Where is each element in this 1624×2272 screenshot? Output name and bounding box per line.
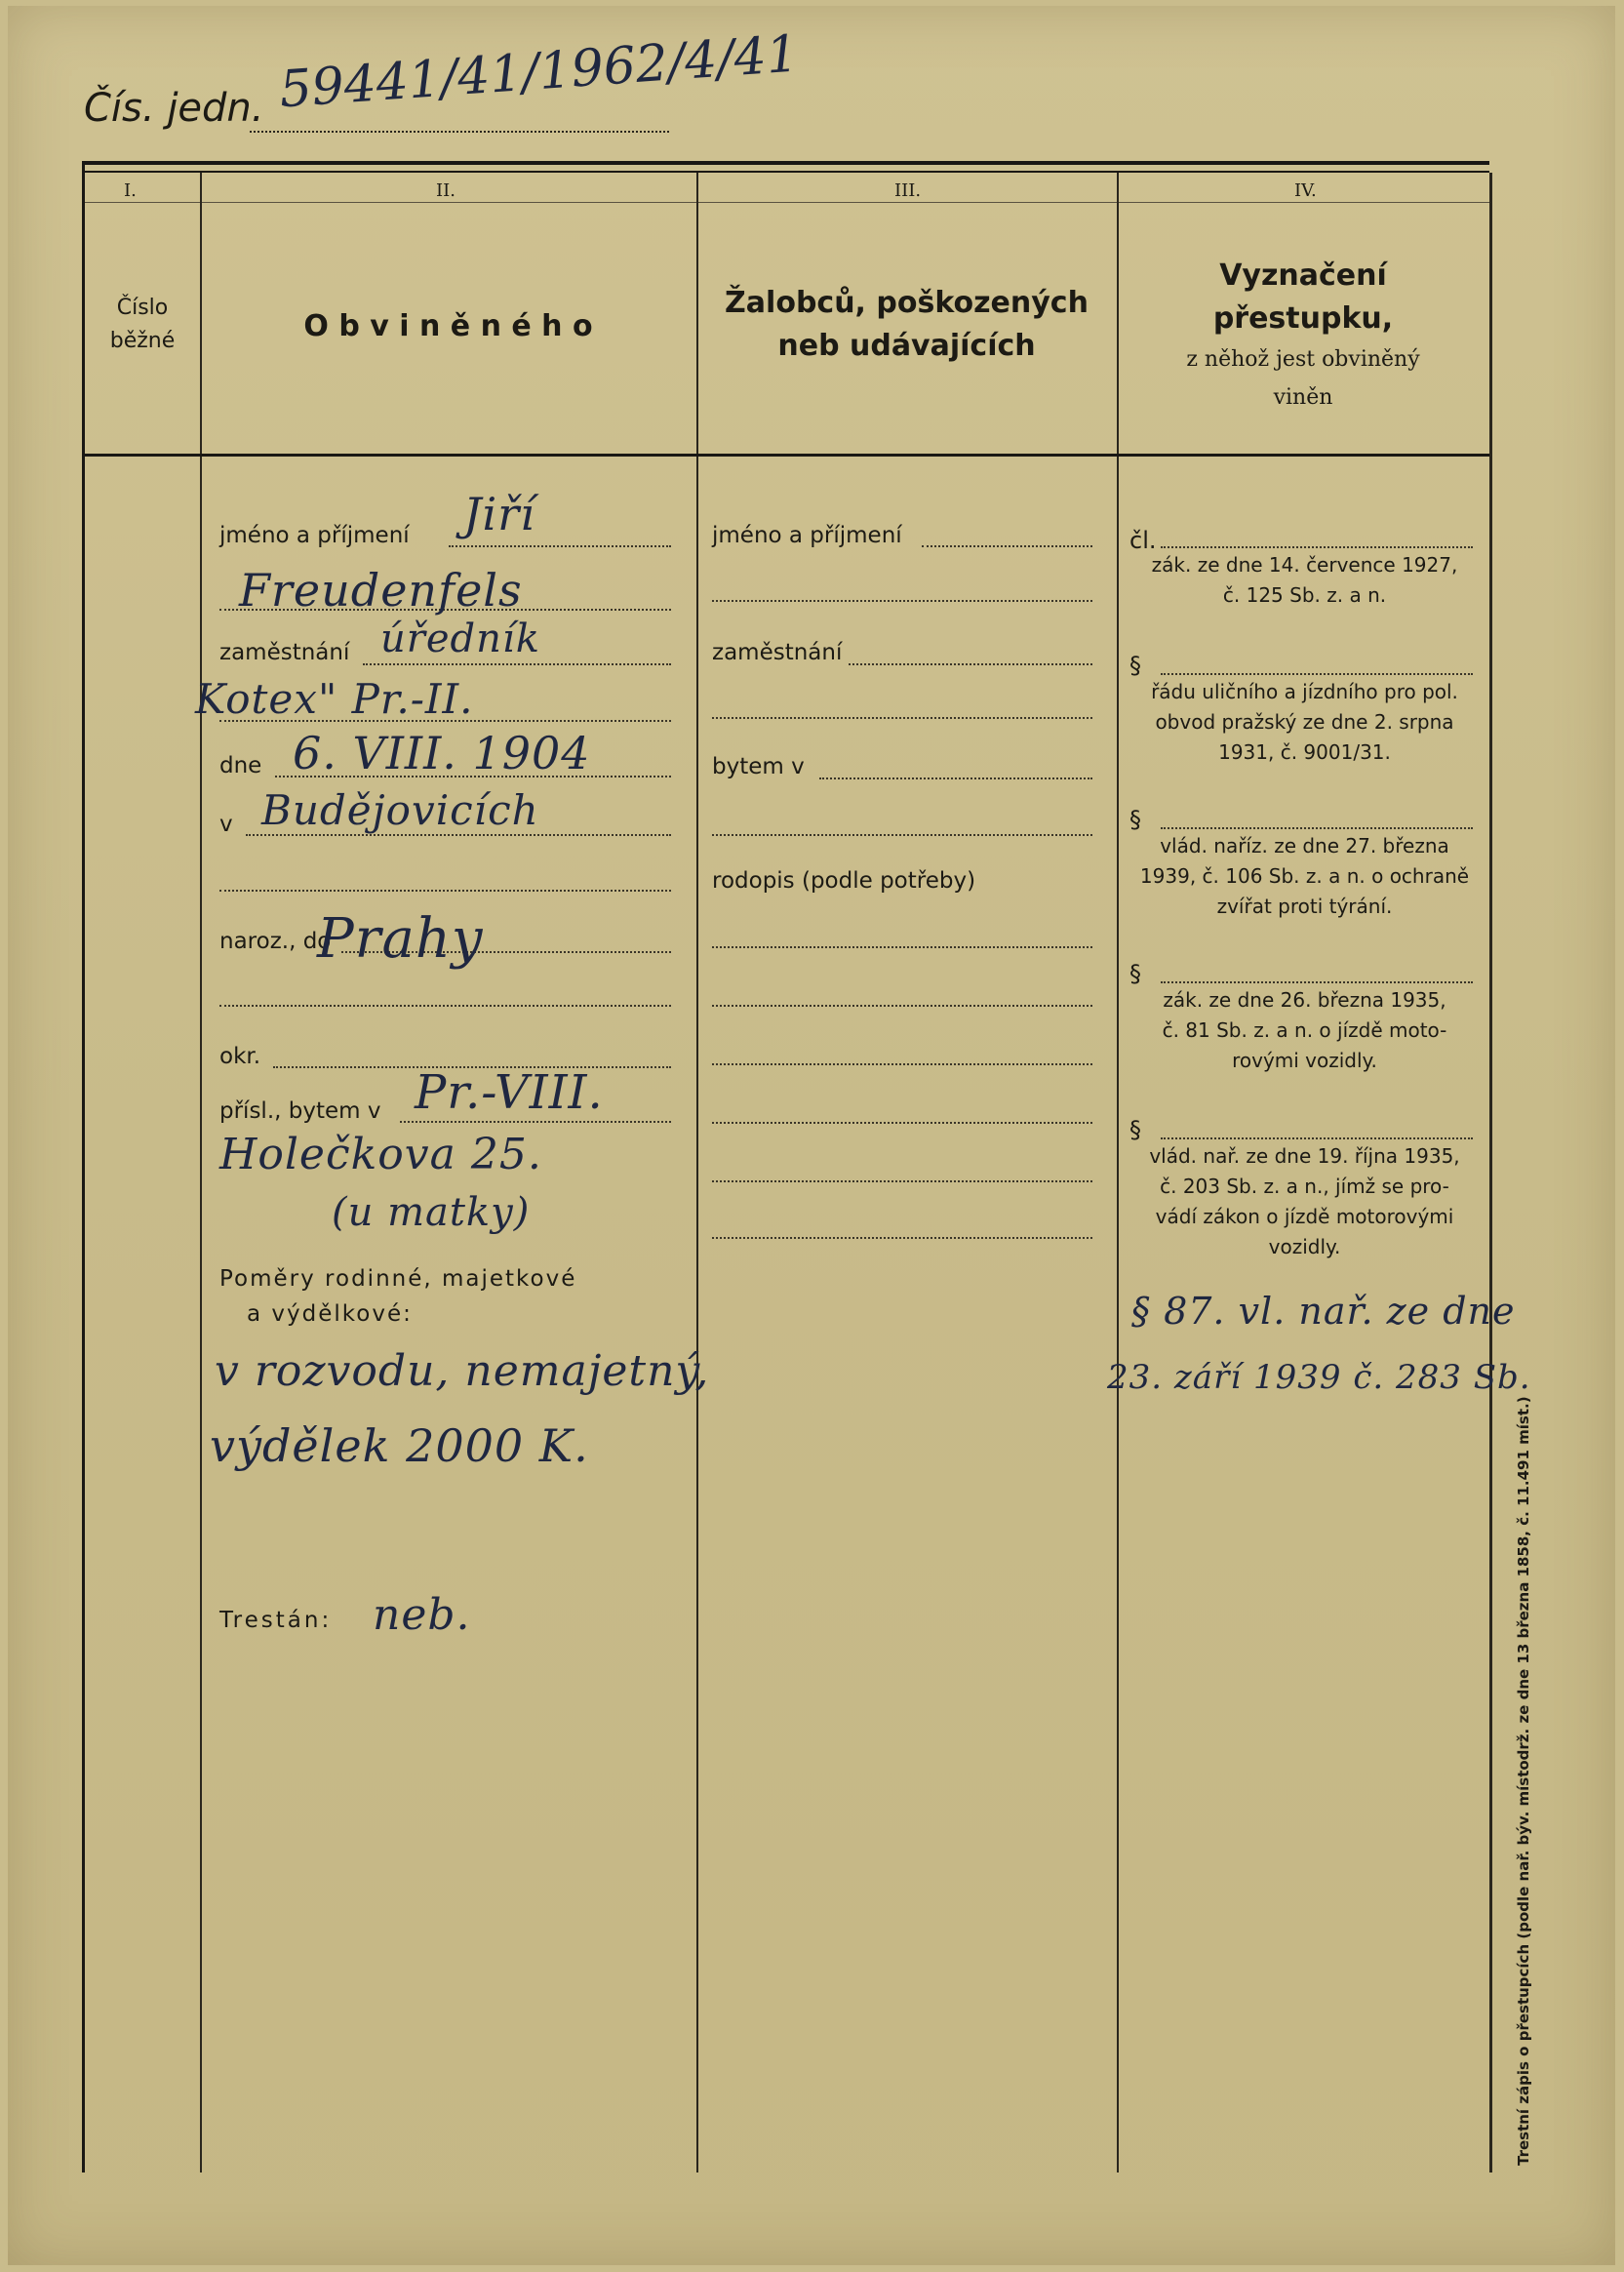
offence-5-line-1: vlád. nař. ze dne 19. října 1935,: [1149, 1144, 1460, 1168]
accused-born-label: naroz., do: [219, 929, 332, 954]
column-header-4-line1: Vyznačení: [1219, 259, 1387, 293]
accused-place-label: v: [219, 812, 233, 837]
column-header-1-line1: Číslo: [116, 296, 169, 320]
accused-punished-handwritten: neb.: [373, 1590, 471, 1640]
accused-occupation-label: zaměstnání: [219, 640, 350, 665]
accused-occupation-line: [363, 663, 671, 665]
accused-name-handwritten-2: Freudenfels: [239, 564, 523, 617]
column-header-2: O b v i n ě n é h o: [303, 309, 593, 343]
plaintiff-name-label: jméno a příjmení: [712, 523, 902, 548]
reference-handwritten: 59441/41/1962/4/41: [277, 24, 801, 120]
accused-occupation-handwritten-1: úředník: [380, 617, 540, 661]
offence-5-line-4: vozidly.: [1268, 1235, 1341, 1258]
column-divider-1: [200, 173, 202, 2172]
offence-3-line: [1161, 827, 1473, 829]
offence-handwritten-2: 23. září 1939 č. 283 Sb.: [1107, 1358, 1531, 1397]
offence-2-line: [1161, 673, 1473, 675]
offence-5-line-2: č. 203 Sb. z. a n., jímž se pro-: [1160, 1175, 1449, 1198]
plaintiff-bio-line-5: [712, 1180, 1092, 1182]
offence-4-line-3: rovými vozidly.: [1232, 1049, 1377, 1072]
column-roman-1: I.: [124, 180, 137, 201]
plaintiff-residence-label: bytem v: [712, 754, 805, 779]
offence-3-sign: §: [1129, 806, 1141, 833]
offence-1-line-2: č. 125 Sb. z. a n.: [1222, 583, 1387, 607]
plaintiff-occupation-line-2: [712, 717, 1092, 719]
accused-born-line-2: [219, 1005, 671, 1007]
accused-date-label: dne: [219, 753, 262, 778]
plaintiff-occupation-line: [849, 663, 1092, 665]
reference-number: [84, 24, 801, 144]
offence-2-line-1: řádu uličního a jízdního pro pol.: [1151, 680, 1458, 703]
accused-residence-handwritten-3: (u matky): [332, 1190, 531, 1235]
offence-1-line: [1161, 546, 1473, 548]
column-roman-4: IV.: [1294, 180, 1317, 201]
accused-family-label-2: a výdělkové:: [247, 1301, 413, 1327]
plaintiff-name-line-2: [712, 600, 1092, 602]
accused-name-line: [449, 545, 671, 547]
column-header-4: [1117, 255, 1489, 415]
roman-row-rule: [85, 202, 1489, 203]
header-bottom-rule: [85, 454, 1489, 457]
column-header-4-line2: přestupku,: [1212, 300, 1394, 336]
column-header-3: [696, 282, 1117, 367]
table-inner-top-rule: [85, 171, 1489, 173]
column-roman-3: III.: [894, 180, 922, 201]
offence-1-line-1: zák. ze dne 14. července 1927,: [1151, 553, 1458, 577]
column-divider-2: [696, 173, 698, 2172]
accused-family-label-1: Poměry rodinné, majetkové: [219, 1266, 577, 1292]
offence-1-text: [1131, 550, 1478, 611]
plaintiff-bio-line-4: [712, 1122, 1092, 1124]
offence-5-text: [1131, 1141, 1478, 1262]
plaintiff-residence-line-2: [712, 834, 1092, 836]
offence-4-text: [1131, 985, 1478, 1076]
offence-2-text: [1131, 677, 1478, 768]
plaintiff-bio-line-3: [712, 1063, 1092, 1065]
accused-name-label: jméno a příjmení: [219, 523, 410, 548]
offence-4-line: [1161, 981, 1473, 983]
reference-label: Čís. jedn.: [84, 86, 264, 131]
column-header-1-line2: běžné: [109, 329, 176, 354]
plaintiff-name-line: [922, 545, 1092, 547]
accused-born-handwritten: Prahy: [317, 907, 484, 971]
accused-residence-handwritten-2: Holečkova 25.: [219, 1130, 542, 1179]
offence-4-line-1: zák. ze dne 26. března 1935,: [1163, 988, 1446, 1012]
plaintiff-occupation-label: zaměstnání: [712, 640, 843, 665]
column-header-4-line4: viněn: [1273, 384, 1333, 410]
offence-5-line: [1161, 1137, 1473, 1139]
accused-family-handwritten-2: výdělek 2000 K.: [210, 1419, 589, 1472]
offence-4-sign: §: [1129, 960, 1141, 987]
accused-residence-line: [400, 1121, 671, 1123]
reference-dotted-line: [250, 131, 669, 133]
accused-punished-label: Trestán:: [219, 1608, 333, 1633]
accused-residence-handwritten-1: Pr.-VIII.: [415, 1065, 604, 1120]
plaintiff-residence-line: [819, 777, 1092, 779]
accused-place-line: [246, 834, 671, 836]
column-header-1: [85, 292, 200, 358]
offence-3-line-3: zvířat proti týrání.: [1216, 895, 1393, 918]
accused-family-handwritten-1: v rozvodu, nemajetný,: [215, 1346, 710, 1396]
offence-4-line-2: č. 81 Sb. z. a n. o jízdě moto-: [1162, 1018, 1447, 1042]
column-header-4-line3: z něhož jest obviněný: [1186, 347, 1420, 372]
column-divider-3: [1117, 173, 1119, 2172]
plaintiff-bio-label: rodopis (podle potřeby): [712, 868, 976, 894]
plaintiff-bio-line-6: [712, 1237, 1092, 1239]
side-note-vertical: Trestní zápis o přestupcích (podle nař. býv. místodrž. ze dne 13 března 1858, č. 11.491 míst.): [1515, 1396, 1532, 2166]
accused-place-handwritten: Budějovicích: [261, 786, 539, 834]
offence-2-sign: §: [1129, 652, 1141, 679]
accused-district-label: okr.: [219, 1044, 261, 1069]
offence-handwritten-1: § 87. vl. nař. ze dne: [1131, 1290, 1516, 1333]
offence-3-line-2: 1939, č. 106 Sb. z. a n. o ochraně: [1139, 864, 1470, 888]
accused-residence-label: přísl., bytem v: [219, 1098, 381, 1124]
offence-1-sign: čl.: [1129, 527, 1157, 554]
offence-3-text: [1131, 831, 1478, 922]
accused-occupation-handwritten-2: Kotex" Pr.-II.: [195, 675, 474, 723]
accused-name-handwritten-1: Jiří: [463, 488, 535, 540]
column-divider-right: [1489, 173, 1492, 2172]
accused-date-handwritten: 6. VIII. 1904: [293, 727, 591, 779]
plaintiff-bio-line-1: [712, 946, 1092, 948]
offence-5-line-3: vádí zákon o jízdě motorovými: [1155, 1205, 1454, 1228]
offence-5-sign: §: [1129, 1116, 1141, 1143]
column-header-3-line1: Žalobců, poškozených: [725, 286, 1089, 320]
offence-2-line-3: 1931, č. 9001/31.: [1218, 740, 1391, 764]
column-header-3-line2: neb udávajících: [777, 328, 1036, 363]
column-roman-2: II.: [436, 180, 456, 201]
offence-3-line-1: vlád. naříz. ze dne 27. března: [1160, 834, 1449, 857]
accused-place-line-2: [219, 890, 671, 892]
plaintiff-bio-line-2: [712, 1005, 1092, 1007]
offence-2-line-2: obvod pražský ze dne 2. srpna: [1155, 710, 1454, 734]
